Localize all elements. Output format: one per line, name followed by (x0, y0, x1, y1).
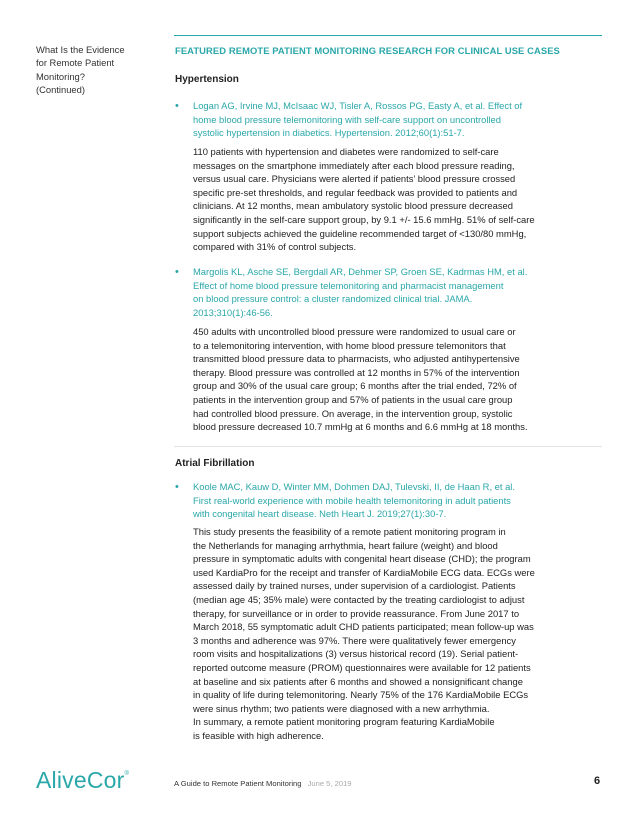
citation-line: Koole MAC, Kauw D, Winter MM, Dohmen DAJ, Tulevski, II, de Haan R, et al. (193, 481, 515, 492)
afib-heading: Atrial Fibrillation (175, 458, 255, 469)
summary-line: blood pressure decreased 10.7 mmHg at 6 months and 6.6 mmHg at 18 months. (193, 421, 528, 433)
sidebar-section-label (36, 43, 156, 97)
summary-line: assessed daily by trained nurses, under supervision of a cardiologist. Patients (193, 580, 516, 592)
citation-koole[interactable] (193, 480, 598, 521)
summary-line: This study presents the feasibility of a remote patient monitoring program in (193, 526, 506, 537)
summary-line: clinicians. At 12 months, mean ambulatory systolic blood pressure decreased (193, 200, 513, 212)
summary-line: 110 patients with hypertension and diabetes were randomized to self-care (193, 146, 499, 157)
citation-line: systolic hypertension in diabetics. Hypertension. 2012;60(1):51-7. (193, 127, 465, 139)
summary-line: significantly in the self-care support group, by 9.1 +/- 15.6 mmHg. 51% of self-care (193, 213, 535, 225)
citation-line: Effect of home blood pressure telemonitoring and pharmacist management (193, 279, 504, 291)
header-rule (174, 35, 602, 36)
citation-logan[interactable] (193, 99, 598, 140)
logo-wordmark: AliveCor (36, 767, 125, 793)
summary-line: the Netherlands for managing arrhythmia, heart failure (weight) and blood (193, 539, 498, 551)
summary-margolis (193, 325, 603, 434)
summary-line: In summary, a remote patient monitoring program featuring KardiaMobile (193, 716, 495, 728)
summary-line: had controlled blood pressure. On average, in the intervention group, systolic (193, 407, 513, 419)
summary-line: therapy, for surveillance or in order to provide reassurance. From June 2017 to (193, 607, 520, 619)
bullet-icon: • (175, 100, 179, 112)
summary-line: support subjects achieved the guideline recommended target of <130/80 mmHg, (193, 227, 527, 239)
summary-line: March 2018, 55 symptomatic adult CHD patients participated; mean follow-up was (193, 621, 534, 633)
summary-line: 450 adults with uncontrolled blood pressure were randomized to usual care or (193, 326, 516, 337)
summary-line: to a telemonitoring intervention, with home blood pressure telemonitors that (193, 339, 506, 351)
footer-doc-title: A Guide to Remote Patient Monitoring (174, 779, 302, 788)
page-number: 6 (594, 775, 601, 787)
citation-line: home blood pressure telemonitoring with self-care support on uncontrolled (193, 113, 501, 125)
sidebar-line: (Continued) (36, 84, 85, 96)
summary-koole (193, 525, 603, 743)
alivecor-logo (36, 767, 129, 794)
summary-line: versus usual care. Physicians were alerted if patients’ blood pressure crossed (193, 173, 516, 185)
summary-line: were sinus rhythm; two patients were diagnosed with a new arrhythmia. (193, 702, 490, 714)
footer-info (174, 779, 352, 788)
page-title: FEATURED REMOTE PATIENT MONITORING RESEARCH FOR CLINICAL USE CASES (175, 45, 560, 56)
registered-mark: ® (124, 771, 130, 777)
citation-line: First real-world experience with mobile health telemonitoring in adult patients (193, 494, 511, 506)
summary-line: compared with 31% of control subjects. (193, 241, 357, 253)
citation-line: with congenital heart disease. Neth Heart J. 2019;27(1):30-7. (193, 508, 447, 520)
footer-date: June 5, 2019 (307, 779, 352, 788)
citation-line: Logan AG, Irvine MJ, McIsaac WJ, Tisler A, Rossos PG, Easty A, et al. Effect of (193, 100, 523, 111)
summary-line: specific pre-set thresholds, and regular feedback was provided to patients and (193, 186, 518, 198)
summary-line: pressure in symptomatic adults with congenital heart disease (CHD); the program (193, 553, 531, 565)
section-divider (174, 446, 602, 447)
summary-line: patients in the intervention group and 57% of patients in the usual care group (193, 393, 513, 405)
summary-line: is feasible with high adherence. (193, 729, 324, 741)
sidebar-line: for Remote Patient (36, 57, 115, 69)
summary-line: 3 months and adherence was 97%. There were qualitatively fewer emergency (193, 634, 516, 646)
summary-line: in quality of life during telemonitoring. Nearly 75% of the 176 KardiaMobile ECGs (193, 689, 529, 701)
sidebar-line: Monitoring? (36, 70, 85, 82)
summary-logan (193, 145, 603, 254)
bullet-icon: • (175, 266, 179, 278)
citation-margolis[interactable] (193, 265, 598, 319)
citation-line: 2013;310(1):46-56. (193, 306, 273, 318)
summary-line: used KardiaPro for the receipt and transfer of KardiaMobile ECG data. ECGs were (193, 566, 535, 578)
bullet-icon: • (175, 481, 179, 493)
hypertension-heading: Hypertension (175, 74, 239, 85)
summary-line: room visits and hospitalizations (3) versus historical record (19). Serial patient- (193, 648, 519, 660)
sidebar-line: What Is the Evidence (36, 44, 125, 55)
summary-line: messages on the smartphone immediately after each blood pressure reading, (193, 159, 515, 171)
summary-line: transmitted blood pressure data to pharmacists, who adjusted antihypertensive (193, 353, 520, 365)
citation-line: on blood pressure control: a cluster randomized clinical trial. JAMA. (193, 293, 473, 305)
summary-line: at baseline and six patients after 6 months and showed a nonsignificant change (193, 675, 523, 687)
summary-line: therapy. Blood pressure was controlled at 12 months in 57% of the intervention (193, 366, 520, 378)
summary-line: reported outcome measure (PROM) questionnaires were available for 12 patients (193, 661, 531, 673)
summary-line: (median age 45; 35% male) were contacted by the treating cardiologist to adjust (193, 593, 525, 605)
summary-line: group and 30% of the usual care group; 6 months after the trial ended, 72% of (193, 380, 517, 392)
citation-line: Margolis KL, Asche SE, Bergdall AR, Dehmer SP, Groen SE, Kadrmas HM, et al. (193, 266, 528, 277)
